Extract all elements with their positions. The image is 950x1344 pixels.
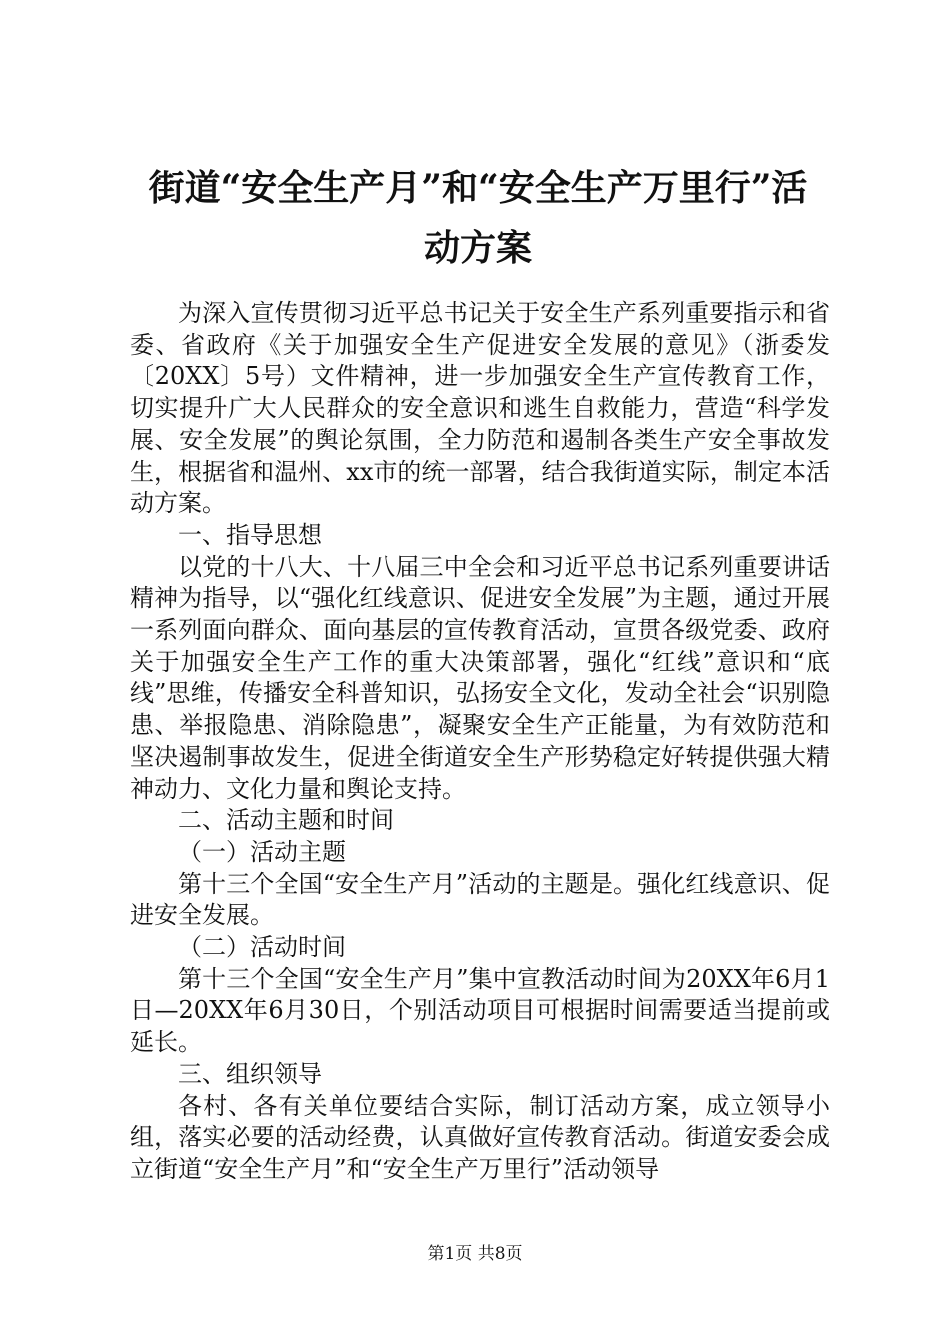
guiding-ideology-paragraph: 以党的十八大、十八届三中全会和习近平总书记系列重要讲话精神为指导，以“强化红线意识、促进安全发展”为主题，通过开展一系列面向群众、面向基层的宣传教育活动，宣贯各级党委、政府关于加强安全生产工作的重大决策部署，强化“红线”意识和“底线”思维，传播安全科普知识，弘扬安全文化，发动全社会“识别隐患、举报隐患、消除隐患”，凝聚安全生产正能量，为有效防范和坚决遏制事故发生，促进全街道安全生产形势稳定好转提供强大精神动力、文化力量和舆论支持。 [130, 552, 830, 803]
title-line-1: 街道“安全生产月”和“安全生产万里行”活 [148, 167, 808, 209]
page-footer: 第1页 共8页 [427, 1244, 523, 1264]
subheading-theme: （一）活动主题 [178, 837, 346, 866]
document-body [130, 298, 830, 1186]
title-line-2: 动方案 [423, 227, 532, 269]
theme-paragraph: 第十三个全国“安全生产月”活动的主题是。强化红线意识、促进安全发展。 [130, 869, 830, 930]
section-heading-theme-and-time: 二、活动主题和时间 [178, 806, 394, 835]
time-paragraph: 第十三个全国“安全生产月”集中宣教活动时间为20XX年6月1日—20XX年6月30日，个别活动项目可根据时间需要适当提前或延长。 [130, 964, 830, 1057]
subheading-time: （二）活动时间 [178, 933, 346, 962]
document-title [118, 158, 838, 278]
organization-paragraph: 各村、各有关单位要结合实际，制订活动方案，成立领导小组，落实必要的活动经费，认真做好宣传教育活动。街道安委会成立街道“安全生产月”和“安全生产万里行”活动领导 [130, 1091, 830, 1183]
section-heading-guiding-ideology: 一、指导思想 [178, 520, 322, 549]
section-heading-organization: 三、组织领导 [178, 1059, 322, 1088]
intro-paragraph: 为深入宣传贯彻习近平总书记关于安全生产系列重要指示和省委、省政府《关于加强安全生产促进安全发展的意见》（浙委发〔20XX〕5号）文件精神，进一步加强安全生产宣传教育工作，切实提升广大人民群众的安全意识和逃生自救能力，营造“科学发展、安全发展”的舆论氛围，全力防范和遏制各类生产安全事故发生，根据省和温州、xx市的统一部署，结合我街道实际，制定本活动方案。 [130, 299, 830, 518]
